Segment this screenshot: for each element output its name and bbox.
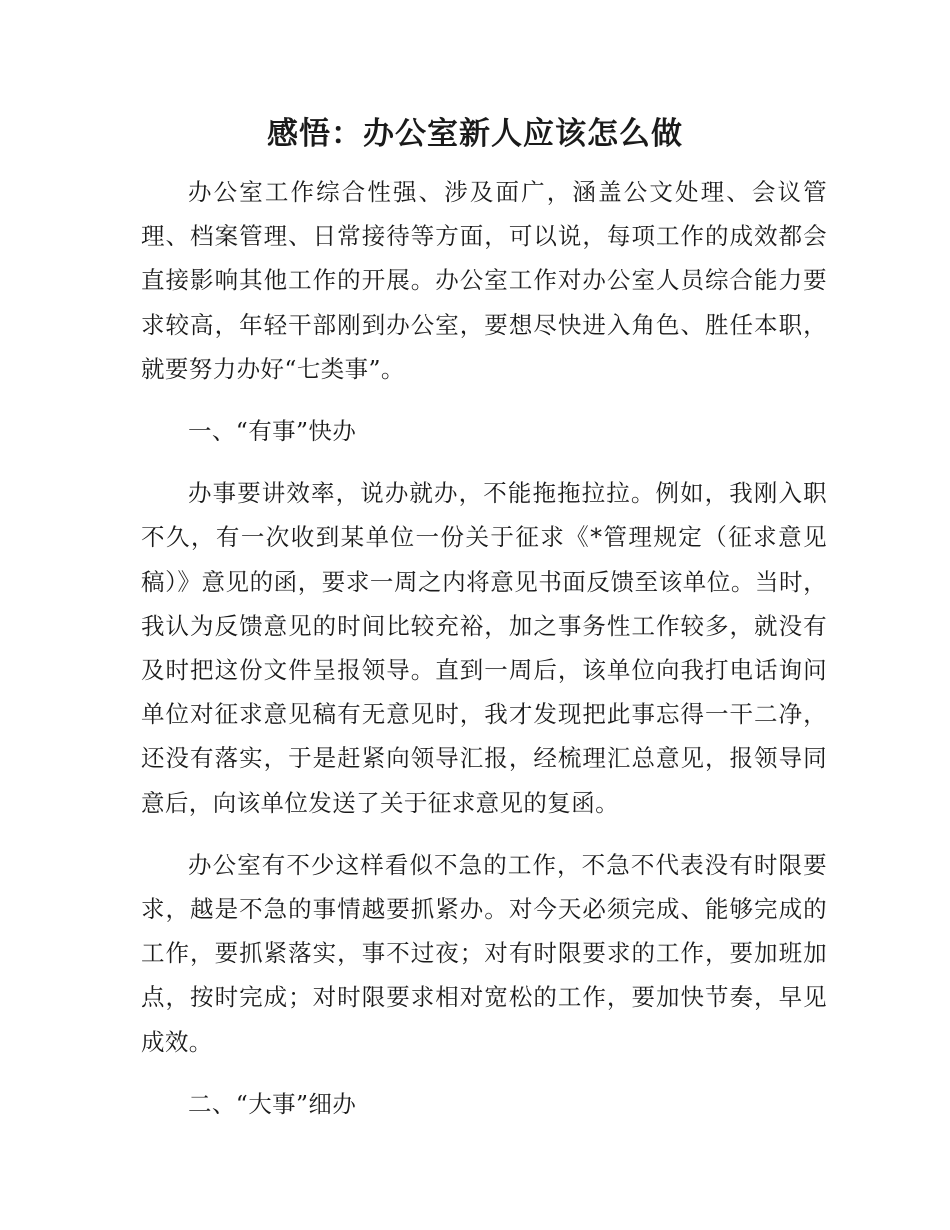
section-heading-1: 一、“有事”快办 [188,417,357,446]
intro-paragraph: 办公室工作综合性强、涉及面广，涵盖公文处理、会议管理、档案管理、日常接待等方面，可以说，每项工作的成效都会直接影响其他工作的开展。办公室工作对办公室人员综合能力要求较高，年轻干部刚到办公室，要想尽快进入角色、胜任本职，就要努力办好“七类事”。 [141,178,827,383]
document-title: 感悟：办公室新人应该怎么做 [267,116,683,152]
section-1-paragraph-1: 办事要讲效率，说办就办，不能拖拖拉拉。例如，我刚入职不久，有一次收到某单位一份关于征求《*管理规定（征求意见稿）》意见的函，要求一周之内将意见书面反馈至该单位。当时，我认为反馈意见的时间比较充裕，加之事务性工作较多，就没有及时把这份文件呈报领导。直到一周后，该单位向我打电话询问单位对征求意见稿有无意见时，我才发现把此事忘得一干二净，还没有落实，于是赶紧向领导汇报，经梳理汇总意见，报领导同意后，向该单位发送了关于征求意见的复函。 [141,479,827,817]
section-1-paragraph-2: 办公室有不少这样看似不急的工作，不急不代表没有时限要求，越是不急的事情越要抓紧办。对今天必须完成、能够完成的工作，要抓紧落实，事不过夜；对有时限要求的工作，要加班加点，按时完成；对时限要求相对宽松的工作，要加快节奏，早见成效。 [141,850,827,1056]
document-body [141,170,827,1126]
section-heading-2: 二、“大事”细办 [188,1089,357,1118]
